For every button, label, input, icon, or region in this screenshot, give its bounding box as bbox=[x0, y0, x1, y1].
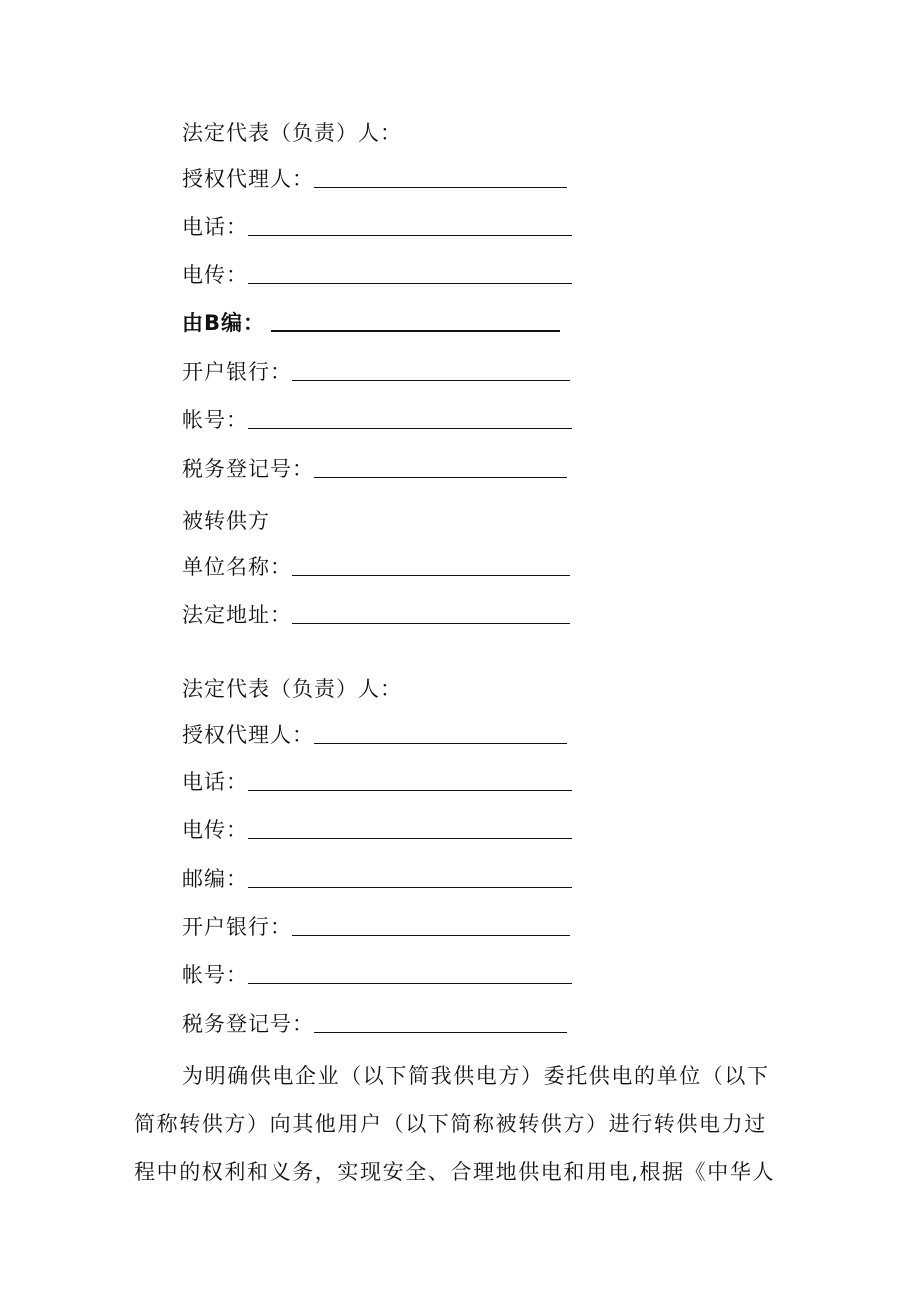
preamble-line: 为明确供电企业（以下简我供电方）委托供电的单位（以下 bbox=[182, 1064, 770, 1088]
party-c-phone-field bbox=[182, 765, 572, 795]
party-b-phone-input-line[interactable] bbox=[248, 235, 572, 236]
preamble-line: 简称转供方）向其他用户（以下简称被转供方）进行转供电力过 bbox=[134, 1112, 767, 1136]
party-b-phone-label: 电话： bbox=[182, 215, 248, 239]
party-b-account-label: 帐号： bbox=[182, 408, 248, 432]
party-b-account-input-line[interactable] bbox=[248, 428, 572, 429]
party-c-phone-input-line[interactable] bbox=[248, 790, 572, 791]
party-c-fax-input-line[interactable] bbox=[248, 838, 572, 839]
party-b-phone-field bbox=[182, 210, 572, 240]
party-b-tax-input-line[interactable] bbox=[314, 477, 567, 478]
party-b-bank-label: 开户银行： bbox=[182, 360, 292, 384]
party-b-fax-label: 电传： bbox=[182, 263, 248, 287]
preamble-line: 程中的权利和义务，实现安全、合理地供电和用电,根据《中华人 bbox=[134, 1160, 776, 1184]
party-c-phone-label: 电话： bbox=[182, 770, 248, 794]
party-b-fax-input-line[interactable] bbox=[248, 283, 572, 284]
party-c-legal-rep-label: 法定代表（负责）人： bbox=[182, 677, 402, 701]
party-c-agent-input-line[interactable] bbox=[314, 743, 567, 744]
party-b-fax-field bbox=[182, 258, 572, 288]
party-c-account-input-line[interactable] bbox=[248, 983, 572, 984]
party-c-tax-input-line[interactable] bbox=[314, 1032, 567, 1033]
party-c-bank-label: 开户银行： bbox=[182, 915, 292, 939]
party-b-agent-input-line[interactable] bbox=[314, 187, 567, 188]
party-b-account-field bbox=[182, 403, 572, 433]
party-c-address-field bbox=[182, 598, 570, 628]
party-c-postcode-input-line[interactable] bbox=[248, 887, 572, 888]
party-b-tax-field bbox=[182, 452, 567, 482]
party-c-address-label: 法定地址： bbox=[182, 603, 292, 627]
party-c-bank-input-line[interactable] bbox=[292, 935, 570, 936]
party-b-agent-label: 授权代理人： bbox=[182, 167, 314, 191]
party-c-postcode-label: 邮编： bbox=[182, 867, 248, 891]
party-c-account-label: 帐号： bbox=[182, 963, 248, 987]
party-c-heading: 被转供方 bbox=[182, 509, 270, 533]
party-c-tax-field bbox=[182, 1007, 567, 1037]
party-c-unit-name-label: 单位名称： bbox=[182, 555, 292, 579]
party-c-account-field bbox=[182, 958, 572, 988]
party-c-postcode-field bbox=[182, 862, 572, 892]
party-c-unit-name-input-line[interactable] bbox=[292, 575, 570, 576]
contract-preamble bbox=[134, 1052, 794, 1196]
party-b-legal-rep-label: 法定代表（负责）人： bbox=[182, 121, 402, 145]
party-c-fax-field bbox=[182, 813, 572, 843]
party-b-postcode-field bbox=[182, 306, 560, 336]
party-b-postcode-label: 由B编： bbox=[182, 311, 266, 335]
party-c-agent-label: 授权代理人： bbox=[182, 723, 314, 747]
party-b-postcode-input-line[interactable] bbox=[271, 330, 560, 332]
party-b-agent-field bbox=[182, 162, 567, 192]
party-b-bank-input-line[interactable] bbox=[292, 380, 570, 381]
party-c-fax-label: 电传： bbox=[182, 818, 248, 842]
party-c-agent-field bbox=[182, 718, 567, 748]
party-b-bank-field bbox=[182, 355, 570, 385]
party-c-address-input-line[interactable] bbox=[292, 623, 570, 624]
party-c-unit-name-field bbox=[182, 550, 570, 580]
party-c-tax-label: 税务登记号： bbox=[182, 1012, 314, 1036]
party-b-tax-label: 税务登记号： bbox=[182, 457, 314, 481]
party-c-bank-field bbox=[182, 910, 570, 940]
